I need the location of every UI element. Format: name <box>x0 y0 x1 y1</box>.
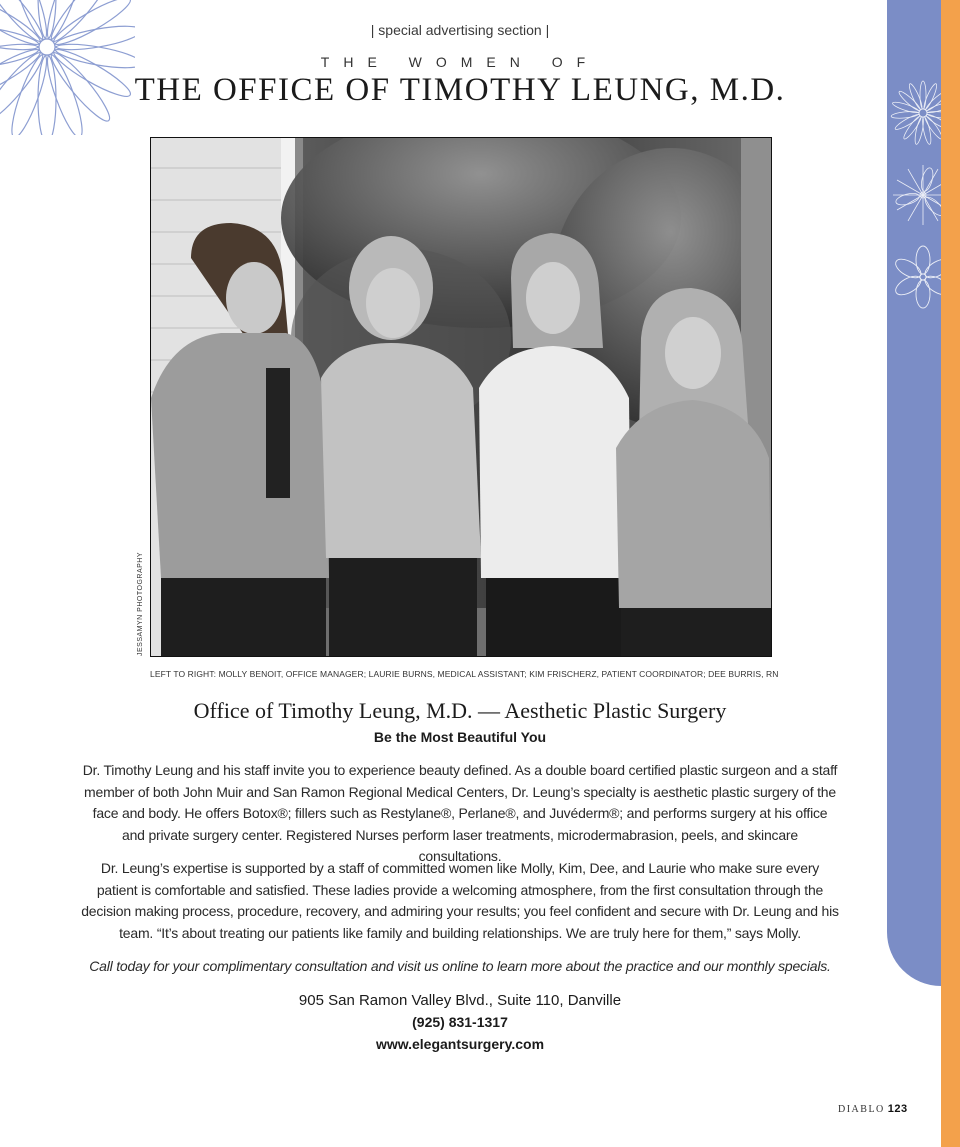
page-folio <box>838 1103 908 1115</box>
contact-website-link[interactable]: www.elegantsurgery.com <box>375 1036 545 1052</box>
eyebrow-heading: THE WOMEN OF <box>320 54 600 70</box>
article-headline: Office of Timothy Leung, M.D. — Aesthetic Plastic Surgery <box>193 698 727 723</box>
group-photo <box>150 137 772 657</box>
photo-credit: JESSAMYN PHOTOGRAPHY <box>137 551 144 656</box>
article-paragraph-2: Dr. Leung’s expertise is supported by a staff of committed women like Molly, Kim, Dee, and Laurie who make sure every patient is comfortable and satisfied. These ladies provide a welcoming atmosphere, from the first consultation through the decision making process, procedure, recovery, and admiring your results; you feel confident and secure with Dr. Leung and his team. “It’s about treating our patients like family and building relationships. We are truly here for them,” says Molly. <box>81 860 839 941</box>
article-paragraph-1: Dr. Timothy Leung and his staff invite you to experience beauty defined. As a double board certified plastic surgeon and a staff member of both John Muir and San Ramon Regional Medical Centers, Dr. Leung’s specialty is aesthetic plastic surgery of the face and body. He offers Botox®; fillers such as Restylane®, Perlane®, and Juvéderm®; and performs surgery at his office and private surgery center. Registered Nurses perform laser treatments, microdermabrasion, peels, and skincare consultations. <box>82 762 838 864</box>
photo-caption: LEFT TO RIGHT: MOLLY BENOIT, OFFICE MANAGER; LAURIE BURNS, MEDICAL ASSISTANT; KIM FRISCHERZ, PATIENT COORDINATOR; DEE BURRIS, RN <box>150 669 779 679</box>
section-label: | special advertising section | <box>370 22 550 38</box>
magazine-name: DIABLO <box>838 1104 885 1115</box>
page-number: 123 <box>887 1103 908 1115</box>
contact-address: 905 San Ramon Valley Blvd., Suite 110, Danville <box>298 992 622 1009</box>
side-color-band <box>887 0 941 986</box>
page-title: THE OFFICE OF TIMOTHY LEUNG, M.D. <box>134 72 786 108</box>
call-to-action: Call today for your complimentary consultation and visit us online to learn more about the practice and our monthly specials. <box>89 958 831 974</box>
group-photo-illustration <box>151 138 771 656</box>
side-color-stripe <box>941 0 960 1147</box>
contact-phone: (925) 831-1317 <box>412 1014 508 1030</box>
article-subhead: Be the Most Beautiful You <box>373 729 547 745</box>
